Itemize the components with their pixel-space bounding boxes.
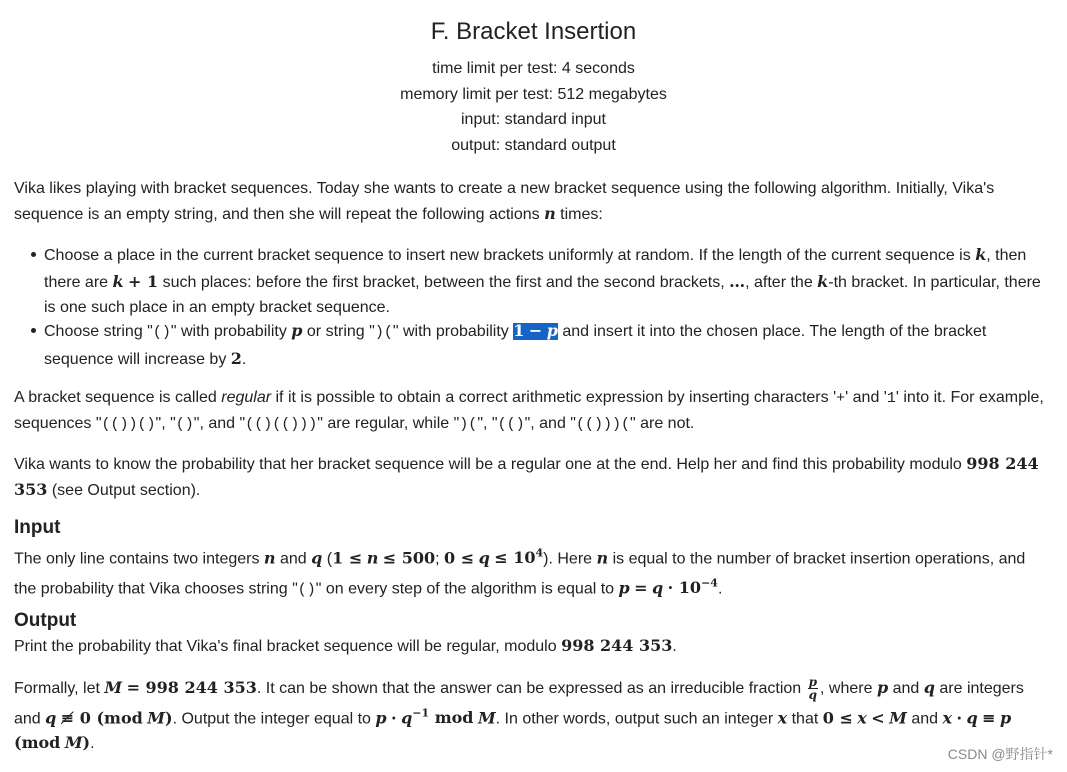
- input-description: The only line contains two integers n and q (1 ≤ n ≤ 500; $0 \le q \le 10^4$). Here n is equal to the number of bracket insertion operations, and the probability that Vika chooses string "()" on every step of the algorithm is equal to $p = q \cdot 10^{-4}$.: [14, 547, 1026, 599]
- regular-definition: A bracket sequence is called regular if it is possible to obtain a correct arithmetic expression by inserting characters '+' and '1' into it. For example, sequences "(())()", "()", and "(()(()))" are regular, while ")(", "(()", and "(()))(" are not.: [14, 389, 1044, 433]
- bullet-icon: [31, 328, 36, 333]
- problem-title: F. Bracket Insertion: [430, 18, 637, 45]
- problem-header: [0, 18, 1067, 158]
- statement-intro: Vika likes playing with bracket sequences. Today she wants to create a new bracket sequence using the following algorithm. Initially, Vika's sequence is an empty string, and then she will repeat the following actions n times:: [14, 180, 995, 223]
- selection-highlight: 1 − p: [513, 321, 558, 340]
- formal-paragraph: Formally, let M = 998 244 353. It can be shown that the answer can be expressed as an irreducible fraction $\frac{p}{q}$ , where p and q are integers and q ≢ 0 (mod M). Output the integer equal to $p \cdot q^{-1}$ mod M. In other words, output such an integer x that 0 ≤ x < M and x · q ≡ p (mod M).: [14, 675, 1024, 753]
- time-limit: time limit per test: 4 seconds: [432, 60, 635, 77]
- bullet-icon: [31, 252, 36, 257]
- input-heading: Input: [14, 517, 61, 538]
- list-item: Choose string "()" with probability p or string ")(" with probability 1 − p and insert it into the chosen place. The length of the bracket sequence will increase by 2.: [44, 318, 1044, 372]
- input-spec: input: standard input: [461, 111, 606, 128]
- watermark: CSDN @野指针*: [947, 746, 1053, 762]
- task-paragraph: Vika wants to know the probability that her bracket sequence will be a regular one at the end. Help her and find this probability modulo 998 244 353 (see Output section).: [14, 454, 1039, 499]
- output-spec: output: standard output: [451, 136, 616, 154]
- output-description: Print the probability that Vika's final bracket sequence will be regular, modulo 998 244 353.: [14, 636, 677, 655]
- output-heading: Output: [14, 610, 77, 631]
- fraction: $\frac{p}{q}$: [808, 675, 818, 703]
- memory-limit: memory limit per test: 512 megabytes: [400, 85, 667, 103]
- list-item: Choose a place in the current bracket sequence to insert new brackets uniformly at random. If the length of the current sequence is k, then there are k + 1 such places: before the first bracket, between the first and the second brackets, …, after the k-th bracket. In particular, there is one such place in an empty bracket sequence.: [44, 242, 1044, 321]
